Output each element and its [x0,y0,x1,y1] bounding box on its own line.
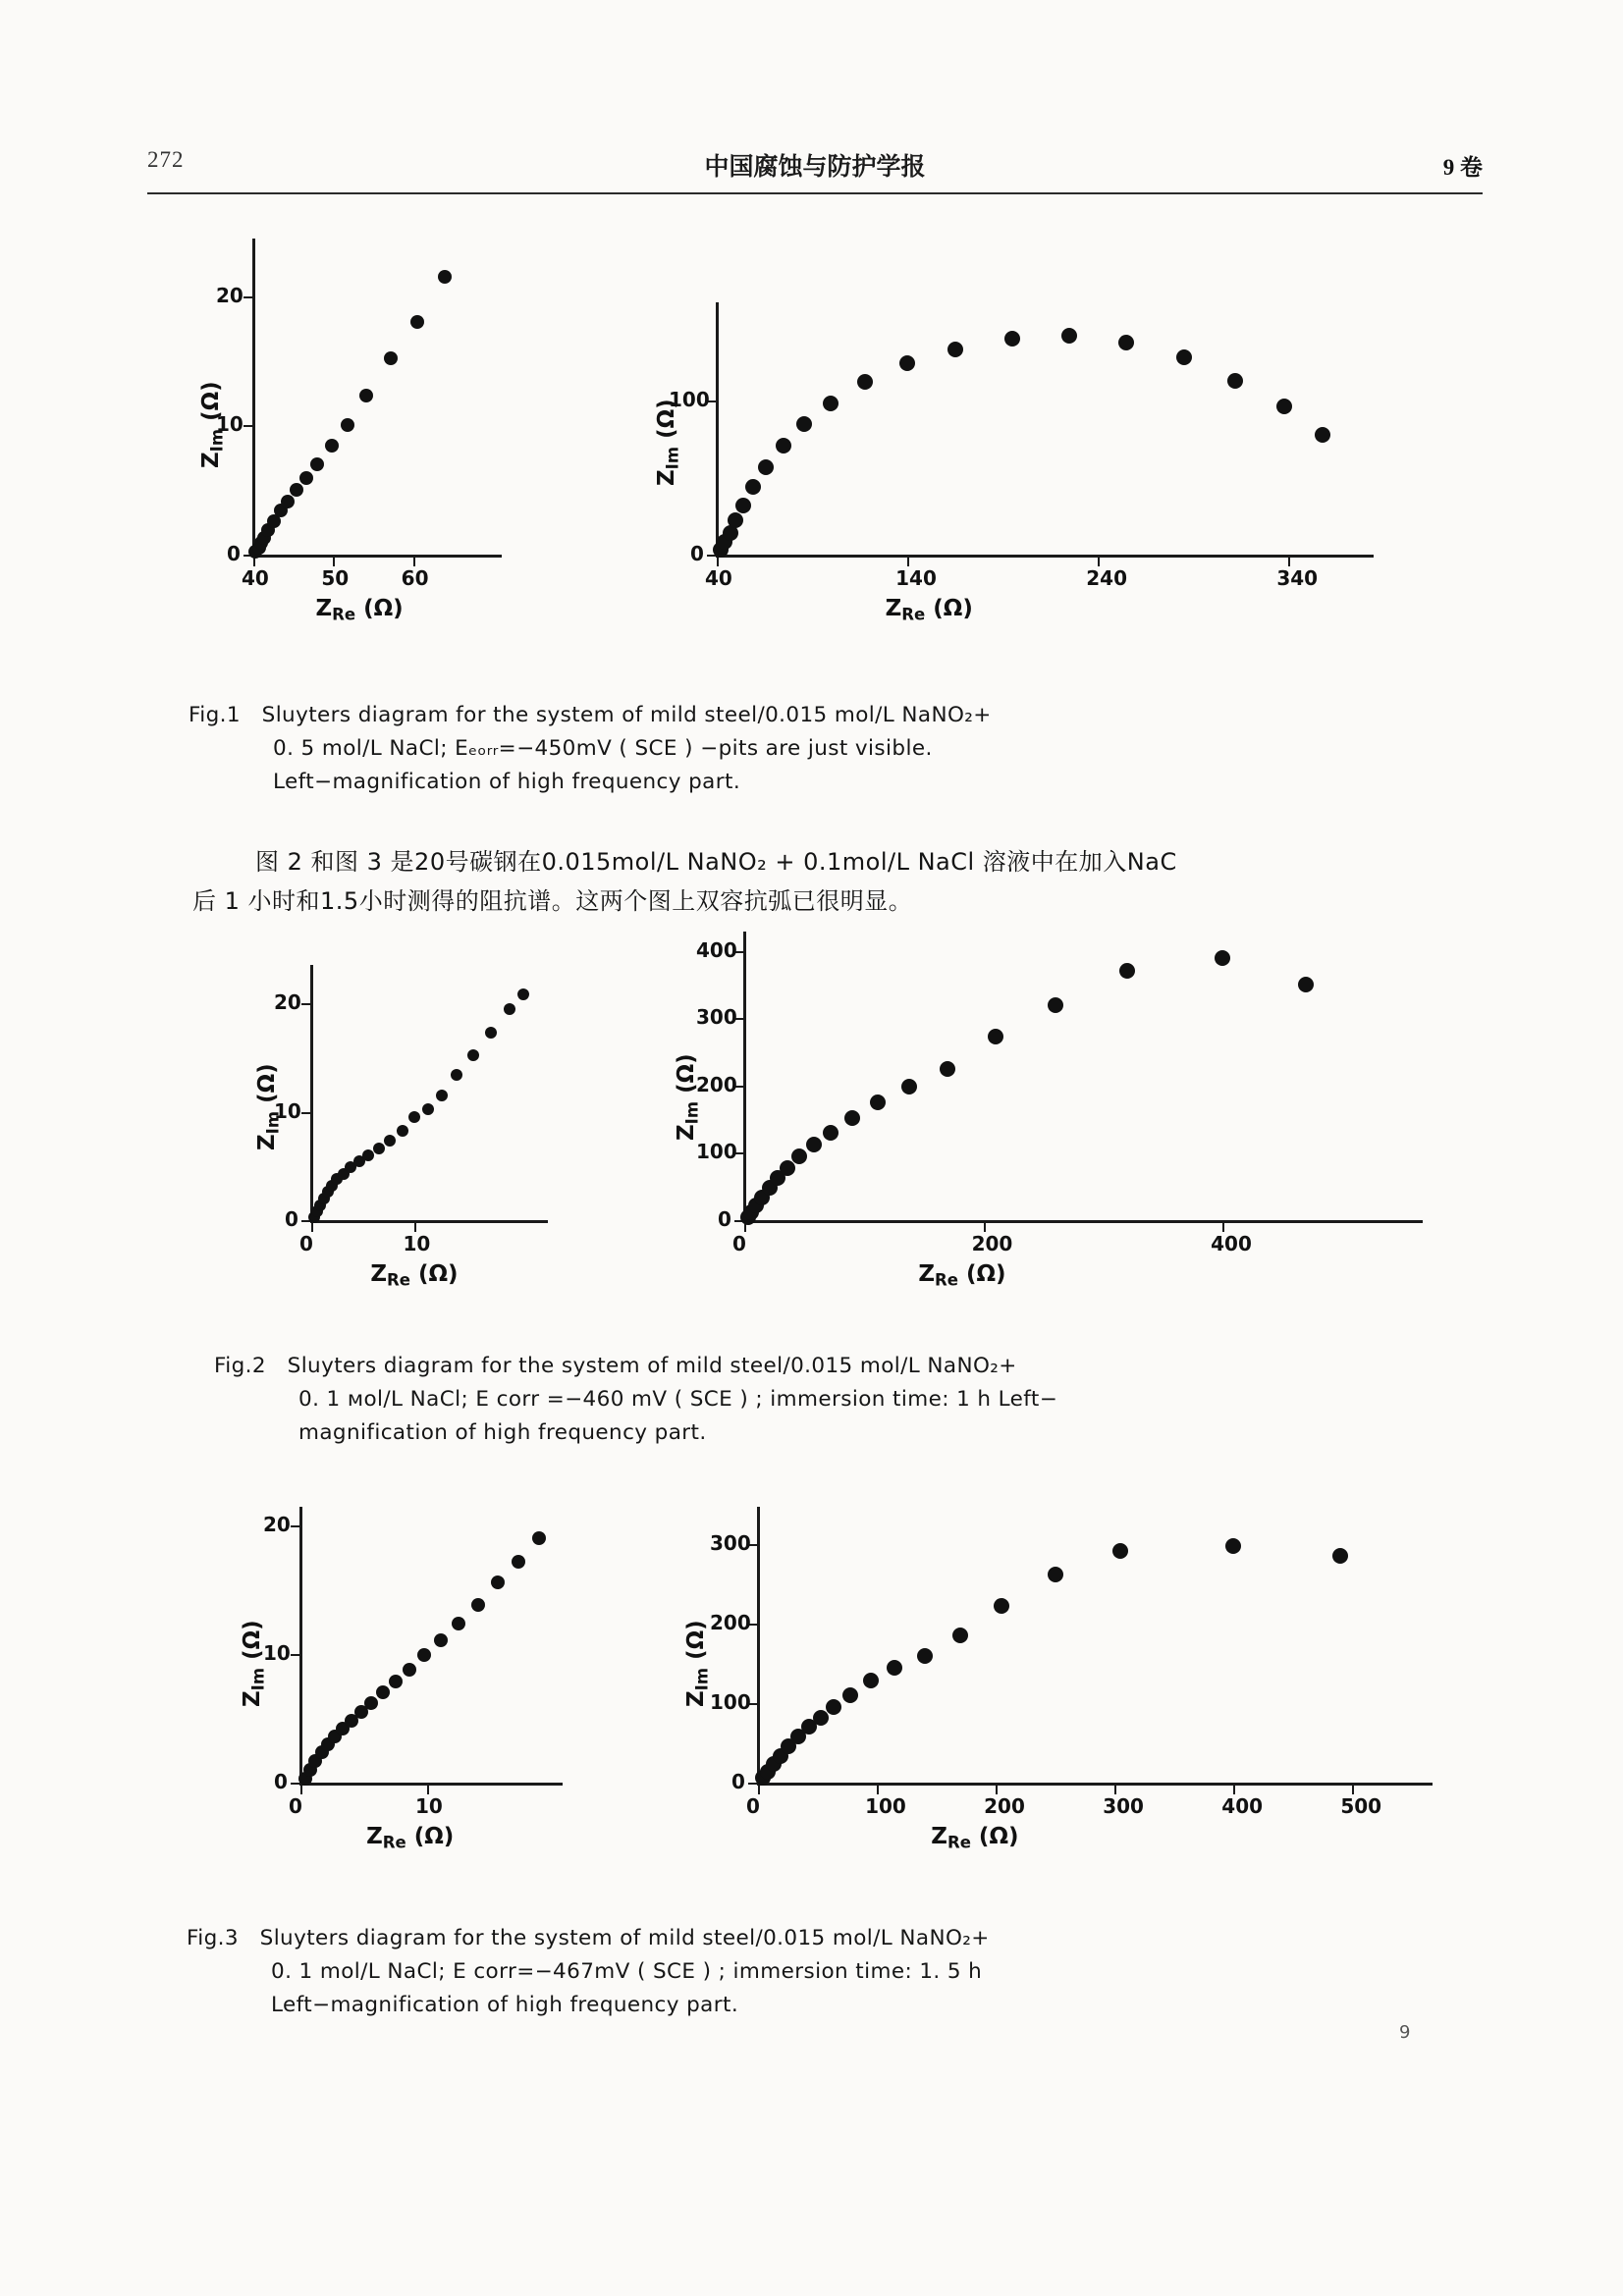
y-tick-label: 100 [710,1690,751,1715]
figure-caption-3-line1: Sluyters diagram for the system of mild steel/0.015 mol/L NaNO₂+ [259,1926,990,1950]
chart-fig2-left [250,957,565,1291]
x-tick-label: 0 [289,1794,302,1818]
data-point [813,1710,829,1726]
x-tick-label: 100 [865,1794,906,1818]
figure-caption-1-line2: 0. 5 mol/L NaCl; Eₑₒᵣᵣ=−450mV ( SCE ) −pits are just visible. [273,736,933,761]
page-footer-mark: 9 [1399,2022,1411,2043]
x-axis-line [716,555,1374,558]
x-tick-label: 10 [403,1232,431,1255]
data-point [796,416,812,432]
x-tick [300,1786,302,1794]
data-point [728,512,743,528]
x-tick [1352,1786,1354,1794]
data-point [842,1687,858,1703]
data-point [485,1027,497,1039]
y-tick-label: 0 [227,542,241,565]
y-axis-line [252,239,255,556]
x-tick-label: 10 [415,1794,443,1818]
y-tick-label: 300 [696,1005,737,1030]
data-point [988,1029,1003,1044]
x-tick-label: 340 [1276,566,1319,590]
x-tick-label: 140 [895,566,937,590]
data-point [373,1143,385,1154]
data-point [364,1696,378,1710]
data-point [758,459,774,475]
y-tick [243,425,252,427]
data-point [1227,373,1243,389]
chart-fig1-right [648,294,1394,623]
figure-caption-2-line3: magnification of high frequency part. [298,1420,707,1445]
x-axis-label: $Z_{Re}$ (Ω) [885,596,973,624]
y-tick [301,1112,310,1114]
data-point [384,1135,396,1147]
y-tick-label: 20 [263,1513,291,1537]
y-axis-line [743,932,746,1221]
x-tick [1098,558,1100,566]
figure-caption-1 [189,699,1465,799]
x-tick-label: 500 [1340,1794,1382,1818]
x-tick-label: 400 [1211,1232,1252,1255]
x-axis-line [743,1220,1423,1223]
x-tick [717,558,719,566]
y-tick-label: 0 [285,1207,298,1231]
x-tick [1222,1223,1224,1232]
x-axis-line [757,1783,1433,1786]
data-point [491,1575,505,1589]
y-axis-label: $Z_{Im}$ (Ω) [198,380,227,468]
figure-caption-3-line3: Left−magnification of high frequency part. [271,1993,739,2017]
y-axis-label: $Z_{Im}$ (Ω) [674,1053,702,1142]
figure-label-1: Fig.1 [189,703,241,727]
x-tick-label: 0 [746,1794,760,1818]
data-point [1048,1567,1063,1582]
data-point [451,1069,462,1081]
data-point [1298,977,1314,992]
data-point [735,498,751,513]
data-point [917,1648,933,1664]
x-tick [427,1786,429,1794]
data-point [901,1079,917,1095]
data-point [299,471,313,485]
data-point [1215,950,1230,966]
y-tick-label: 200 [696,1072,737,1096]
x-tick [1288,558,1290,566]
data-point [290,483,303,497]
x-axis-line [310,1220,548,1223]
x-tick [1114,1786,1116,1794]
data-point [504,1003,515,1015]
y-tick [243,296,252,298]
data-point [438,270,452,284]
data-point [532,1531,546,1545]
chart-fig3-right [677,1497,1453,1855]
y-tick [291,1525,299,1527]
x-tick [984,1223,986,1232]
data-point [1225,1538,1241,1554]
y-tick-label: 20 [216,283,243,307]
data-point [467,1049,479,1061]
y-tick-label: 100 [669,388,710,412]
data-point [952,1628,968,1643]
data-point [410,315,424,329]
data-point [994,1598,1009,1614]
data-point [1119,963,1135,979]
y-axis-label: $Z_{Im}$ (Ω) [654,399,682,486]
x-axis-label: $Z_{Re}$ (Ω) [370,1261,459,1290]
data-point [1061,328,1077,344]
chart-fig1-left [196,231,520,623]
y-axis-line [757,1507,760,1784]
figure-caption-3-line2: 0. 1 mol/L NaCl; E corr=−467mV ( SCE ) ; immersion time: 1. 5 h [271,1959,983,1984]
y-tick-label: 0 [731,1770,745,1793]
y-tick-label: 10 [263,1641,291,1666]
data-point [1276,399,1292,414]
y-axis-label: $Z_{Im}$ (Ω) [240,1620,268,1707]
x-axis-label: $Z_{Re}$ (Ω) [918,1261,1006,1290]
x-tick-label: 40 [705,566,732,590]
y-tick-label: 10 [274,1098,301,1123]
y-axis-line [310,965,313,1221]
volume-label: 9 卷 [1442,155,1483,180]
page-header [147,147,1483,192]
x-tick [333,558,335,566]
journal-title: 中国腐蚀与防护学报 [704,152,926,181]
x-tick-label: 40 [242,566,269,590]
y-tick-label: 0 [718,1207,731,1231]
data-point [341,418,354,432]
data-point [1004,331,1020,347]
data-point [408,1111,420,1123]
x-tick-label: 400 [1221,1794,1264,1818]
data-point [397,1125,408,1137]
y-tick-label: 0 [274,1770,288,1793]
x-tick-label: 0 [299,1232,313,1255]
data-point [471,1598,485,1612]
data-point [1176,349,1192,365]
x-axis-line [252,555,502,558]
data-point [325,439,339,453]
x-tick-label: 240 [1086,566,1127,590]
figure-caption-2-line1: Sluyters diagram for the system of mild steel/0.015 mol/L NaNO₂+ [287,1354,1017,1378]
data-point [384,351,398,365]
figure-label-3: Fig.3 [187,1926,239,1950]
data-point [940,1061,955,1077]
chart-fig3-left [236,1497,579,1855]
x-axis-label: $Z_{Re}$ (Ω) [315,596,404,624]
data-point [362,1149,374,1161]
y-tick-label: 20 [274,990,301,1015]
y-tick-label: 100 [696,1140,737,1164]
data-point [452,1617,465,1630]
data-point [310,457,324,471]
x-tick-label: 200 [971,1232,1013,1255]
data-point [512,1555,525,1569]
x-tick [996,1786,998,1794]
body-paragraph-line1: 图 2 和图 3 是20号碳钢在0.015mol/L NaNO₂ + 0.1mol/L NaCl 溶液中在加入NaC [255,848,1177,876]
x-tick [413,558,415,566]
data-point [1332,1548,1348,1564]
x-tick [253,558,255,566]
figure-caption-1-line1: Sluyters diagram for the system of mild steel/0.015 mol/L NaNO₂+ [261,703,992,727]
data-point [436,1090,448,1101]
body-paragraph-line2: 后 1 小时和1.5小时测得的阻抗谱。这两个图上双容抗弧已很明显。 [192,887,913,915]
data-point [899,355,915,371]
y-tick [291,1654,299,1656]
y-tick-label: 300 [710,1531,751,1556]
y-tick-label: 400 [696,937,737,962]
y-axis-line [716,302,719,556]
y-tick [301,1003,310,1005]
data-point [806,1137,822,1152]
header-rule [147,192,1483,194]
page-number: 272 [147,147,185,172]
y-axis-line [299,1507,302,1784]
x-tick [1233,1786,1235,1794]
x-tick-label: 60 [401,566,429,590]
x-tick [758,1786,760,1794]
x-tick [877,1786,879,1794]
y-tick [748,1783,757,1785]
y-tick-label: 10 [216,412,243,437]
data-point [870,1095,886,1110]
y-axis-label: $Z_{Im}$ (Ω) [683,1620,712,1707]
figure-caption-2-line2: 0. 1 ᴍᴏl/L NaCl; E corr =−460 mV ( SCE ) ; immersion time: 1 h Left− [298,1387,1058,1412]
figure-caption-1-line3: Left−magnification of high frequency part. [273,770,741,794]
data-point [791,1148,807,1164]
data-point [844,1110,860,1126]
data-point [422,1103,434,1115]
data-point [1315,427,1330,443]
y-tick-label: 200 [710,1611,751,1635]
x-axis-line [299,1783,563,1786]
chart-fig2-right [668,928,1443,1291]
data-point [1118,335,1134,350]
data-point [780,1160,795,1176]
data-point [417,1648,431,1662]
data-point [826,1699,841,1715]
data-point [389,1675,403,1688]
x-tick [907,558,909,566]
data-point [1048,997,1063,1013]
x-tick-label: 50 [321,566,350,590]
y-axis-label: $Z_{Im}$ (Ω) [254,1063,283,1150]
y-tick-label: 0 [690,542,704,565]
figure-caption-2 [214,1350,1490,1450]
data-point [517,988,529,1000]
data-point [887,1660,902,1676]
data-point [1112,1543,1128,1559]
x-tick [414,1223,416,1232]
x-tick-label: 300 [1103,1794,1144,1818]
x-tick-label: 0 [732,1232,746,1255]
figure-caption-3 [187,1922,1483,2022]
data-point [823,1125,839,1141]
x-tick [311,1223,313,1232]
data-point [857,374,873,390]
data-point [376,1685,390,1699]
data-point [947,342,963,357]
figure-label-2: Fig.2 [214,1354,266,1378]
y-tick [291,1783,299,1785]
data-point [403,1663,416,1677]
data-point [863,1673,879,1688]
data-point [776,438,791,454]
x-axis-label: $Z_{Re}$ (Ω) [366,1824,455,1852]
data-point [745,479,761,495]
x-axis-label: $Z_{Re}$ (Ω) [931,1824,1019,1852]
data-point [281,495,295,508]
data-point [434,1633,448,1647]
body-paragraph [192,842,1479,921]
data-point [823,396,839,411]
x-tick-label: 200 [984,1794,1025,1818]
data-point [359,389,373,402]
